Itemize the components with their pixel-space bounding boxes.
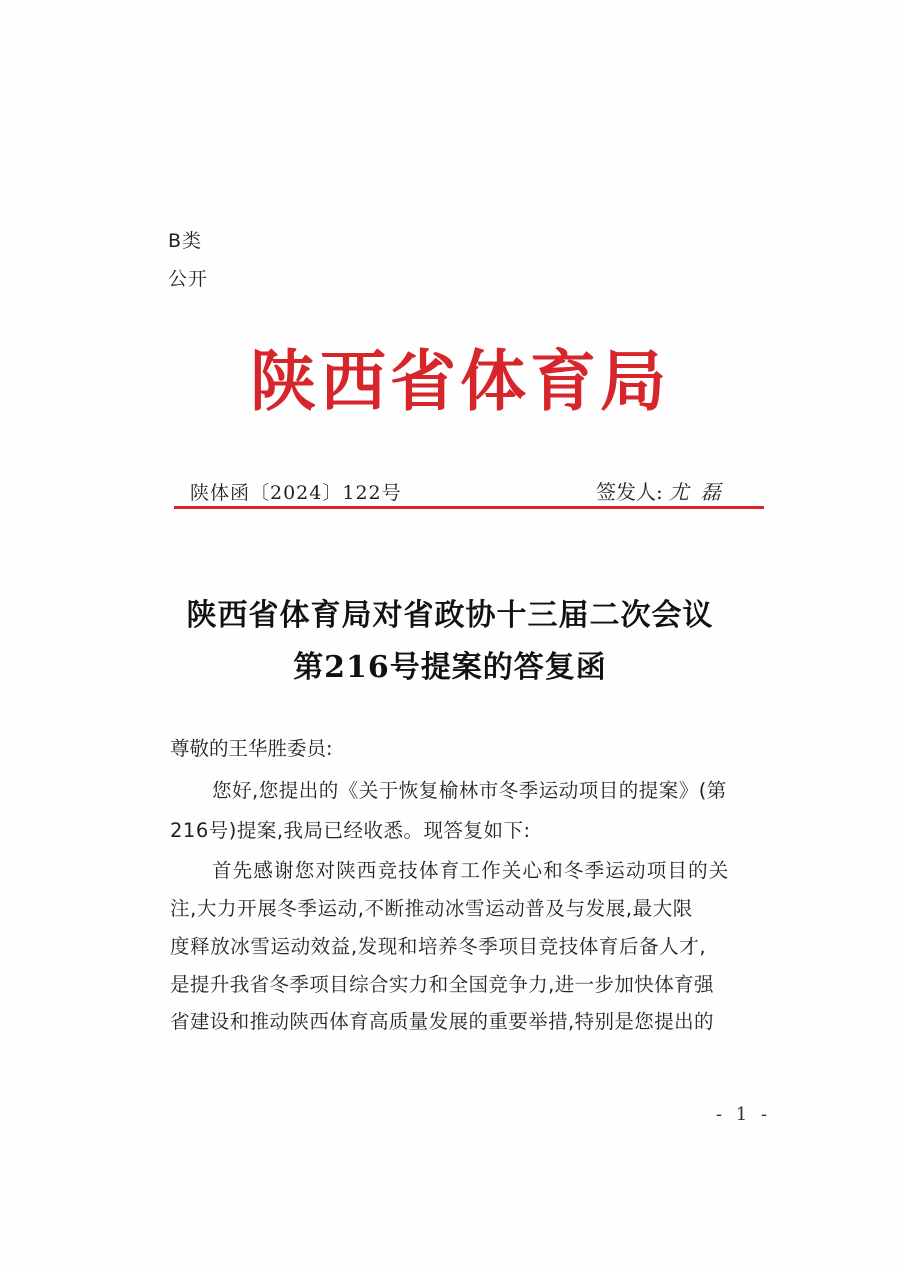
paragraph-2-line-4: 是提升我省冬季项目综合实力和全国竞争力,进一步加快体育强 — [170, 973, 714, 996]
paragraph-2-line-5: 省建设和推动陕西体育高质量发展的重要举措,特别是您提出的 — [170, 1010, 714, 1033]
paragraph-2-line-1: 首先感谢您对陕西竞技体育工作关心和冬季运动项目的关 — [212, 859, 730, 882]
signer-name: 尤磊 — [668, 480, 733, 504]
page-number: - 1 - — [716, 1104, 772, 1125]
paragraph-2-line-3: 度释放冰雪运动效益,发现和培养冬季项目竞技体育后备人才, — [170, 935, 707, 958]
paragraph-2-line-2: 注,大力开展冬季运动,不断推动冰雪运动普及与发展,最大限 — [170, 897, 693, 920]
paragraph-1-line-2: 216号)提案,我局已经收悉。现答复如下: — [170, 819, 531, 842]
disclosure-mark: 公开 — [168, 268, 209, 290]
letterhead-red-rule — [174, 506, 764, 509]
category-mark: B类 — [168, 230, 203, 252]
paragraph-1-line-1: 您好,您提出的《关于恢复榆林市冬季运动项目的提案》(第 — [212, 779, 727, 802]
signer — [596, 476, 733, 505]
document-number: 陕体函〔2024〕122号 — [190, 482, 402, 504]
document-title-line-1: 陕西省体育局对省政协十三届二次会议 — [186, 598, 714, 633]
signer-label: 签发人: — [596, 480, 663, 504]
document-title-line-2: 第216号提案的答复函 — [293, 650, 607, 685]
salutation: 尊敬的王华胜委员: — [170, 737, 333, 760]
agency-letterhead-title: 陕西省体育局 — [250, 343, 670, 420]
